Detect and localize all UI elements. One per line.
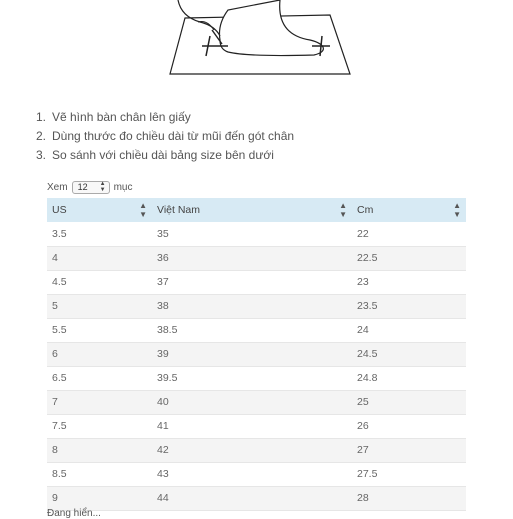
- table-row: 5 38 23.5: [47, 294, 466, 318]
- table-header-row: [47, 198, 466, 222]
- step-text: Vẽ hình bàn chân lên giấy: [52, 110, 191, 124]
- table-info: Đang hiển...: [47, 508, 101, 519]
- page-length-control: [47, 180, 132, 194]
- table-row: 8 42 27: [47, 438, 466, 462]
- size-table: [47, 198, 466, 511]
- page-length-select[interactable]: [72, 181, 110, 194]
- sort-icon: ▲ ▼: [339, 201, 347, 219]
- table-row: 7 40 25: [47, 390, 466, 414]
- sort-icon: ▲ ▼: [139, 201, 147, 219]
- table-row: 5.5 38.5 24: [47, 318, 466, 342]
- column-header-us[interactable]: US ▲ ▼: [47, 198, 152, 222]
- column-header-vietnam[interactable]: Việt Nam ▲ ▼: [152, 198, 352, 222]
- table-body: [47, 222, 466, 510]
- step-text: So sánh với chiều dài bảng size bên dưới: [52, 148, 274, 162]
- measure-steps-list: [28, 108, 488, 165]
- step-item: 2. Dùng thước đo chiều dài từ mũi đến gót chân: [28, 127, 488, 146]
- table-row: 9 44 28: [47, 486, 466, 510]
- step-item: 3. So sánh với chiều dài bảng size bên dưới: [28, 146, 488, 165]
- select-arrow-icon: ▲ ▼: [99, 181, 106, 193]
- table-row: 7.5 41 26: [47, 414, 466, 438]
- column-header-cm[interactable]: Cm ▲ ▼: [352, 198, 466, 222]
- page-length-value: 12: [77, 182, 88, 192]
- table-row: 3.5 35 22: [47, 222, 466, 246]
- sort-icon: ▲ ▼: [453, 201, 461, 219]
- length-prefix: Xem: [47, 181, 68, 193]
- table-row: 6.5 39.5 24.8: [47, 366, 466, 390]
- length-suffix: mục: [113, 181, 133, 193]
- table-row: 8.5 43 27.5: [47, 462, 466, 486]
- table-row: 4.5 37 23: [47, 270, 466, 294]
- table-row: 4 36 22.5: [47, 246, 466, 270]
- table-row: 6 39 24.5: [47, 342, 466, 366]
- foot-measure-illustration: [150, 0, 370, 82]
- step-item: 1. Vẽ hình bàn chân lên giấy: [28, 108, 488, 127]
- step-text: Dùng thước đo chiều dài từ mũi đến gót chân: [52, 129, 295, 143]
